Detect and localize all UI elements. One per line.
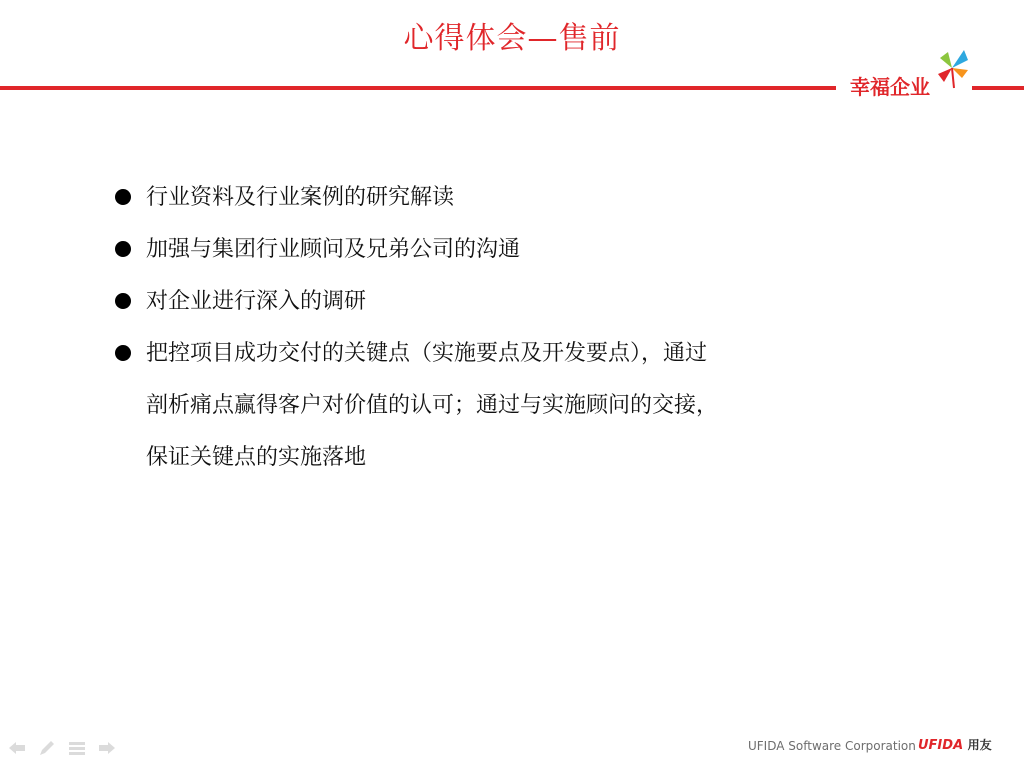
footer-logo-latin: UFIDA xyxy=(918,738,964,753)
bullet-item xyxy=(112,224,902,276)
bullet-dot xyxy=(115,293,131,309)
menu-icon[interactable] xyxy=(68,740,86,756)
next-arrow-icon[interactable] xyxy=(98,740,116,756)
bullet-text xyxy=(146,328,891,484)
pen-icon[interactable] xyxy=(38,740,56,756)
bullet-line: 把控项目成功交付的关键点（实施要点及开发要点），通过 xyxy=(146,341,708,366)
bullet-text xyxy=(146,172,891,224)
slide-nav-controls xyxy=(8,738,128,758)
bullet-item xyxy=(112,328,902,484)
bullet-line: 保证关键点的实施落地 xyxy=(146,445,367,470)
header-rule-right xyxy=(972,86,1024,90)
previous-arrow-icon[interactable] xyxy=(8,740,26,756)
bullet-line: 行业资料及行业案例的研究解读 xyxy=(146,185,455,210)
footer-logo-cn: 用友 xyxy=(967,738,992,752)
slide-title: 心得体会—售前 xyxy=(403,21,621,56)
brand-logo xyxy=(846,46,970,106)
pinwheel-bird-icon xyxy=(934,46,970,90)
bullet-line: 剖析痛点赢得客户对价值的认可；通过与实施顾问的交接， xyxy=(146,393,719,418)
footer-company-name: UFIDA Software Corporation xyxy=(748,739,916,753)
bullet-text xyxy=(146,276,891,328)
bullet-line: 对企业进行深入的调研 xyxy=(146,289,367,314)
bullet-list xyxy=(112,172,902,484)
bullet-line: 加强与集团行业顾问及兄弟公司的沟通 xyxy=(146,237,521,262)
bullet-item xyxy=(112,172,902,224)
bullet-dot xyxy=(115,189,131,205)
bullet-dot xyxy=(115,345,131,361)
bullet-dot xyxy=(115,241,131,257)
header-rule-left xyxy=(0,86,836,90)
bullet-text xyxy=(146,224,891,276)
bullet-item xyxy=(112,276,902,328)
brand-logo-text: 幸福企业 xyxy=(850,75,930,99)
footer-ufida-logo xyxy=(918,736,992,755)
